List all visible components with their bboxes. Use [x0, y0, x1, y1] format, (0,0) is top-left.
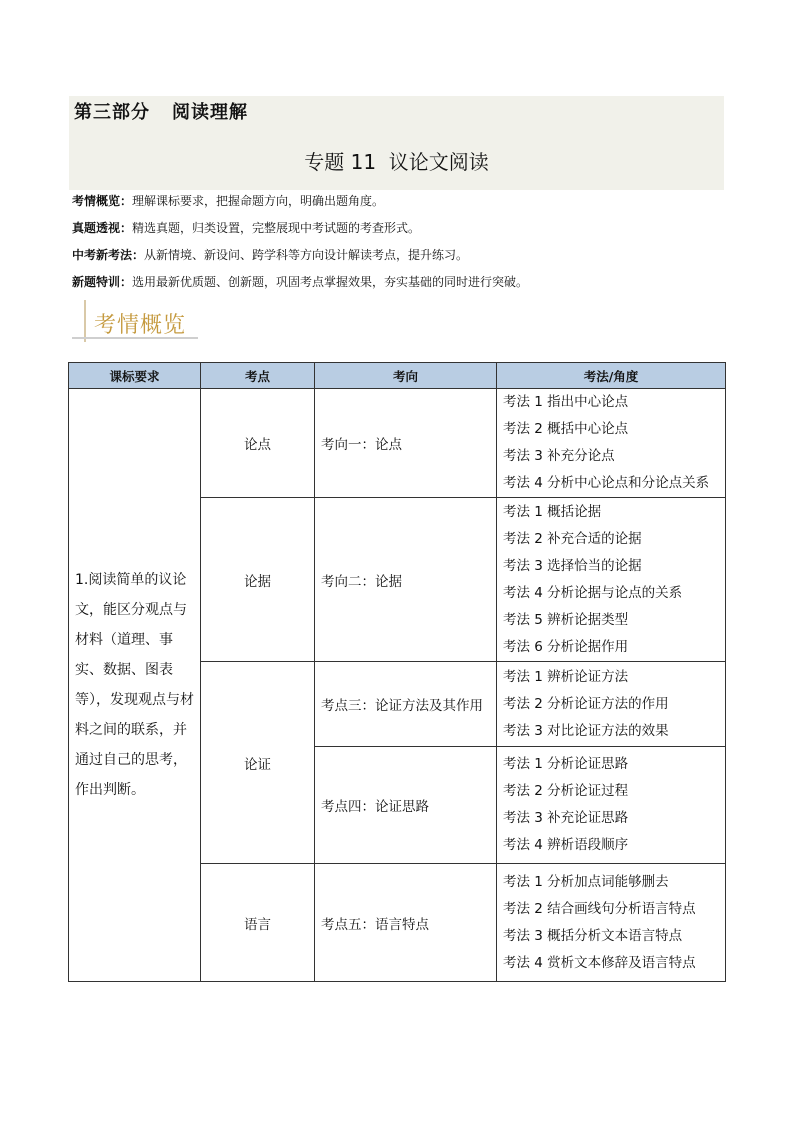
method-item: 考法 2 结合画线句分析语言特点: [503, 900, 696, 917]
method-item: 考法 3 选择恰当的论据: [503, 557, 642, 574]
kaoxiang-cell: 考向二：论据: [314, 497, 497, 662]
method-item: 考法 4 辨析语段顺序: [503, 837, 629, 853]
col-header-kaodian: 考点: [200, 362, 315, 389]
intro-line-2: 真题透视：精选真题，归类设置，完整展现中考试题的考查形式。: [72, 221, 421, 235]
requirement-cell: 1.阅读简单的议论文，能区分观点与材料（道理、事实、数据、图表等），发现观点与材料之间的联系，并通过自己的思考，作出判断。: [68, 388, 201, 982]
part-title: [74, 98, 248, 124]
method-item: 考法 4 分析论据与论点的关系: [503, 584, 683, 601]
section-heading-text: 考情概览: [94, 313, 187, 338]
method-item: 考法 1 指出中心论点: [503, 394, 629, 410]
method-item: 考法 3 补充分论点: [503, 448, 615, 464]
intro-line-3: 中考新考法：从新情境、新设问、跨学科等方向设计解读考点，提升练习。: [72, 248, 469, 262]
intro-line-4: 新题特训：选用最新优质题、创新题，巩固考点掌握效果，夯实基础的同时进行突破。: [72, 275, 529, 289]
method-item: 考法 1 辨析论证方法: [503, 668, 629, 685]
intro-line-1: 考情概览：理解课标要求，把握命题方向，明确出题角度。: [72, 194, 385, 208]
method-item: 考法 6 分析论据作用: [503, 638, 629, 655]
method-item: 考法 4 分析中心论点和分论点关系: [503, 475, 710, 491]
method-item: 考法 2 分析论证过程: [503, 783, 629, 799]
col-header-requirement: 课标要求: [68, 362, 201, 389]
col-header-kaoxiang: 考向: [314, 362, 497, 389]
method-item: 考法 2 补充合适的论据: [503, 530, 642, 547]
kaodian-cell: 论证: [200, 661, 315, 864]
methods-cell: [496, 497, 726, 662]
part-label: 第三部分: [74, 102, 150, 123]
method-item: 考法 3 对比论证方法的效果: [503, 722, 669, 739]
method-item: 考法 2 分析论证方法的作用: [503, 695, 669, 712]
kaoxiang-cell: 考点三：论证方法及其作用: [314, 661, 497, 747]
methods-cell: [496, 746, 726, 864]
methods-cell: [496, 863, 726, 982]
method-item: 考法 1 概括论据: [503, 503, 602, 520]
heading-vertical-bar: [84, 300, 86, 342]
method-item: 考法 4 赏析文本修辞及语言特点: [503, 954, 696, 971]
method-item: 考法 3 概括分析文本语言特点: [503, 927, 683, 944]
part-name: 阅读理解: [172, 102, 248, 123]
methods-cell: [496, 388, 726, 498]
kaodian-cell: 论点: [200, 388, 315, 498]
col-header-methods: 考法/角度: [496, 362, 726, 389]
methods-cell: [496, 661, 726, 747]
exam-overview-table: [68, 362, 726, 982]
method-item: 考法 5 辨析论据类型: [503, 611, 629, 628]
kaoxiang-cell: 考点五：语言特点: [314, 863, 497, 982]
kaoxiang-cell: 考向一：论点: [314, 388, 497, 498]
method-item: 考法 3 补充论证思路: [503, 810, 629, 826]
kaodian-cell: 论据: [200, 497, 315, 662]
method-item: 考法 1 分析加点词能够删去: [503, 873, 669, 890]
section-heading: [72, 300, 198, 342]
kaoxiang-cell: 考点四：论证思路: [314, 746, 497, 864]
kaodian-cell: 语言: [200, 863, 315, 982]
method-item: 考法 2 概括中心论点: [503, 421, 629, 437]
method-item: 考法 1 分析论证思路: [503, 756, 629, 772]
topic-title: 专题 11 议论文阅读: [304, 150, 489, 174]
